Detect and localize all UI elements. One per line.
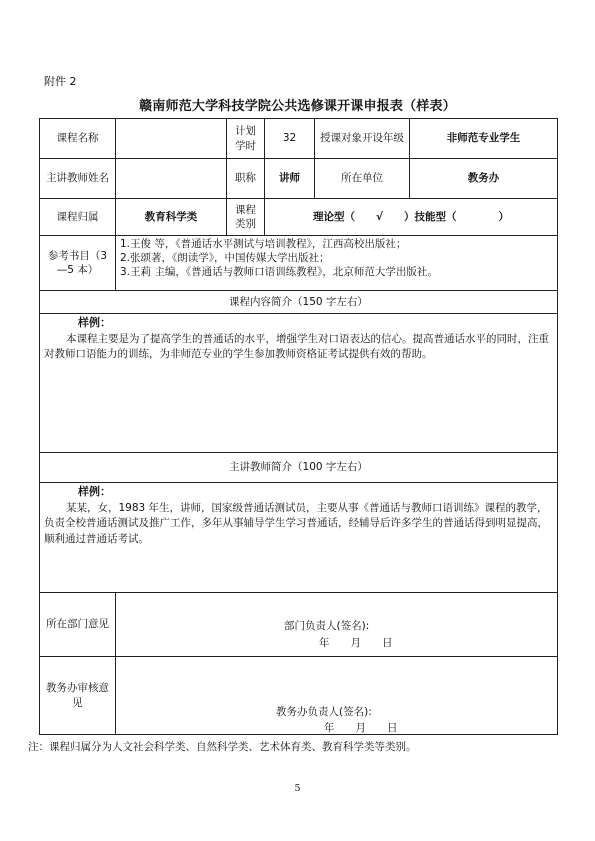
teacher-header: 主讲教师简介（100 字左右） <box>40 453 558 483</box>
dept-opinion-label: 所在部门意见 <box>40 593 116 657</box>
reference-item: 3.王莉 主编，《普通话与教师口语训练教程》，北京师范大学出版社。 <box>120 266 438 279</box>
office-opinion-cell <box>116 657 558 735</box>
dept-signature-label: 部门负责人(签名): <box>284 620 370 632</box>
title-rank-label: 职称 <box>227 159 265 199</box>
content-header: 课程内容简介（150 字左右） <box>40 291 558 314</box>
title-rank-value: 讲师 <box>265 159 315 199</box>
category-label: 课程归属 <box>40 199 116 236</box>
planned-hours-value: 32 <box>265 119 315 159</box>
office-opinion-label: 教务办审核意见 <box>40 657 116 735</box>
target-value: 非师范专业学生 <box>410 119 558 159</box>
unit-value: 教务办 <box>410 159 558 199</box>
references-label: 参考书目（3—5 本） <box>40 236 116 291</box>
teacher-section <box>40 483 558 593</box>
content-example-label: 样例： <box>78 316 111 329</box>
unit-label: 所在单位 <box>315 159 410 199</box>
course-type-label: 课程类别 <box>227 199 265 236</box>
references-list <box>116 236 558 291</box>
page-number: 5 <box>294 783 301 794</box>
category-value: 教育科学类 <box>116 199 227 236</box>
content-text: 本课程主要是为了提高学生的普通话的水平，增强学生对口语表达的信心。提高普通话水平的同时，注重对教师口语能力的训练，为非师范专业的学生参加教师资格证考试提供有效的帮助。 <box>44 332 549 361</box>
teacher-example-label: 样例： <box>78 485 111 498</box>
dept-opinion-cell <box>116 593 558 657</box>
reference-item: 1.王俊 等，《普通话水平测试与培训教程》，江西高校出版社； <box>120 238 407 250</box>
form-title: 赣南师范大学科技学院公共选修课开课申报表（样表） <box>139 99 456 114</box>
dept-date: 年 月 日 <box>319 637 393 649</box>
course-name-value <box>116 119 227 159</box>
footnote: 注：课程归属分为人文社会科学类、自然科学类、艺术体育类、教育科学类等类别。 <box>28 741 417 753</box>
course-type-value: 理论型（ √ ）技能型（ ） <box>265 199 558 236</box>
teacher-text: 某某，女，1983 年生，讲师，国家级普通话测试员，主要从事《普通话与教师口语训练》课程的教学，负责全校普通话测试及推广工作，多年从事辅导学生学习普通话，经辅导后许多学生的普通话得到明显提高，顺利通过普通话考试。 <box>44 501 548 545</box>
lecturer-value <box>116 159 227 199</box>
attachment-label: 附件 2 <box>44 75 77 88</box>
lecturer-label: 主讲教师姓名 <box>40 159 116 199</box>
office-date: 年 月 日 <box>324 722 398 734</box>
course-name-label: 课程名称 <box>40 119 116 159</box>
reference-item: 2.张颂著，《朗读学》，中国传媒大学出版社； <box>120 252 330 265</box>
content-section <box>40 314 558 453</box>
application-form-table <box>39 118 558 735</box>
target-label: 授课对象开设年级 <box>315 119 410 159</box>
office-signature-label: 教务办负责人(签名): <box>276 706 372 718</box>
planned-hours-label: 计划学时 <box>227 119 265 159</box>
